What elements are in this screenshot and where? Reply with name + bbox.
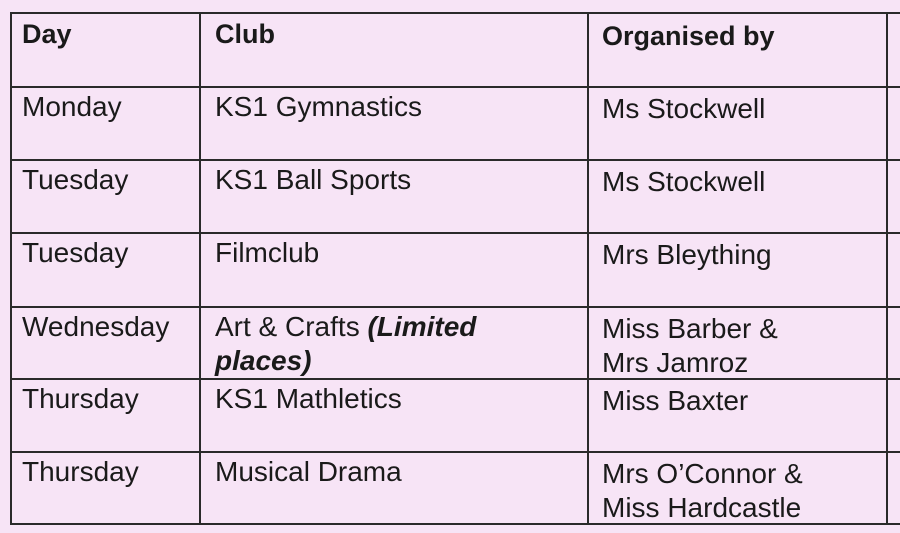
header-day: Day [22,19,72,49]
row-4-club-note: (Limited [367,311,477,342]
row-1-club: KS1 Gymnastics [215,91,422,122]
header-club: Club [215,19,275,49]
row-divider [10,378,900,380]
row-4-day: Wednesday [22,311,170,342]
column-divider [587,12,589,525]
row-divider [10,232,900,234]
row-5-organiser: Miss Baxter [602,385,749,416]
table-border-left [10,12,12,525]
row-6-day: Thursday [22,456,139,487]
row-5-club: KS1 Mathletics [215,383,402,414]
row-3-day: Tuesday [22,237,129,268]
row-6-organiser-line2: Miss Hardcastle [602,492,802,523]
column-divider [886,12,888,525]
row-4-organiser-line1: Miss Barber & [602,313,778,344]
row-6-organiser-line1: Mrs O’Connor & [602,458,803,489]
row-3-club: Filmclub [215,237,320,268]
row-2-club: KS1 Ball Sports [215,164,412,195]
row-2-day: Tuesday [22,164,129,195]
column-divider [199,12,201,525]
row-6-club: Musical Drama [215,456,402,487]
row-divider [10,86,900,88]
row-1-organiser: Ms Stockwell [602,93,766,124]
row-4-organiser-line2: Mrs Jamroz [602,347,749,378]
row-divider [10,451,900,453]
row-5-day: Thursday [22,383,139,414]
row-1-day: Monday [22,91,122,122]
row-divider [10,159,900,161]
row-3-organiser: Mrs Bleything [602,239,772,270]
row-4-club-line1 [215,309,476,344]
table-border-top [10,12,900,14]
row-4-club-note-continued: places) [215,345,312,376]
row-4-club: Art & Crafts [215,311,360,342]
row-divider [10,306,900,308]
row-2-organiser: Ms Stockwell [602,166,766,197]
header-organiser: Organised by [602,21,775,51]
